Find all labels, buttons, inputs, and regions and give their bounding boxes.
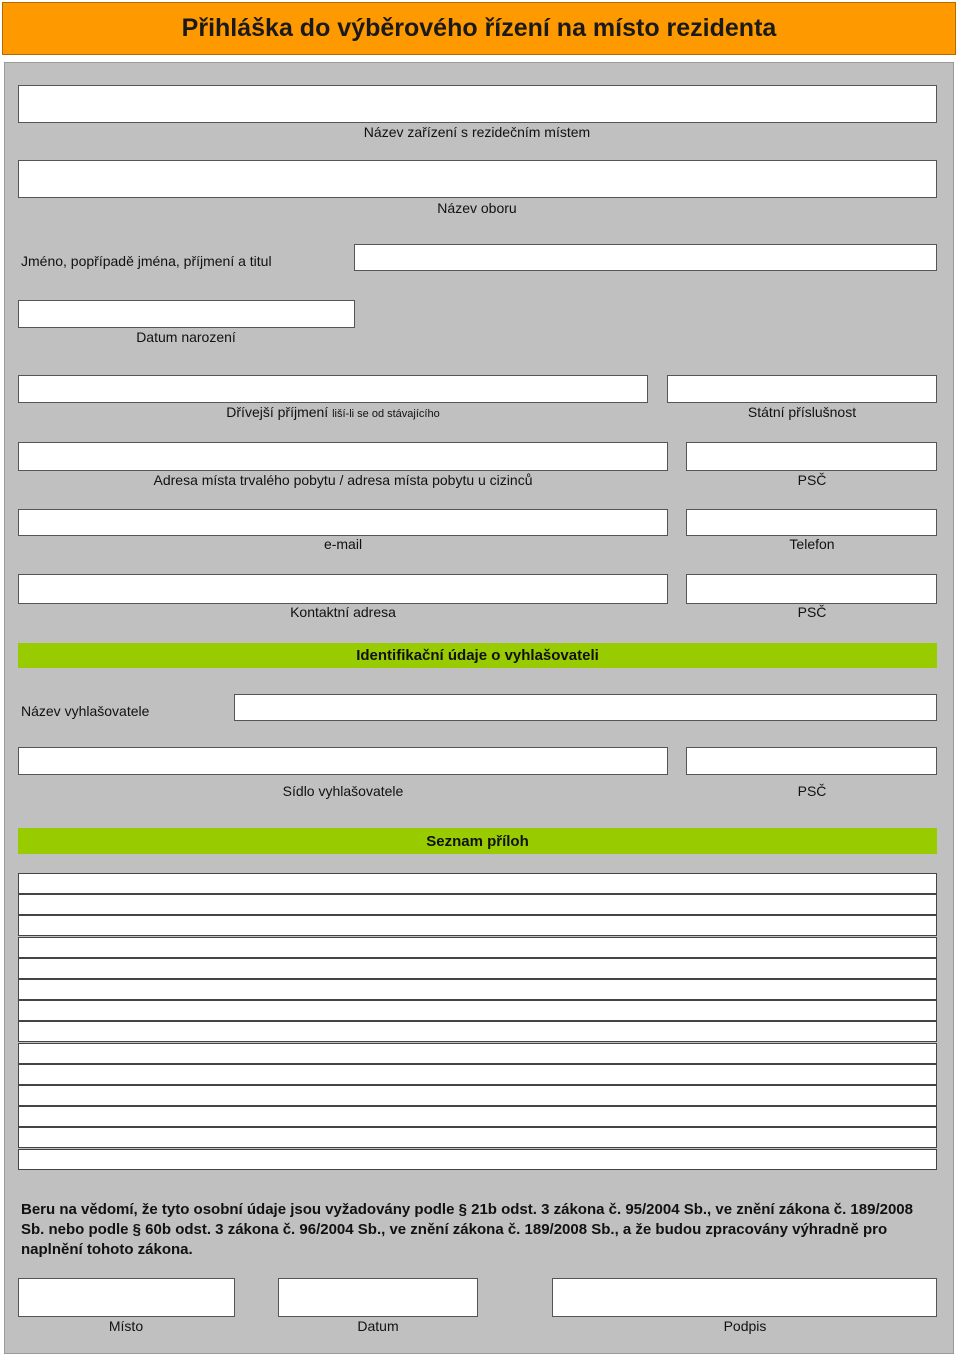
facility-name-label: Název zařízení s rezidečním místem bbox=[363, 124, 591, 140]
attachment-row-input[interactable] bbox=[18, 1021, 937, 1042]
announcer-name-input[interactable] bbox=[234, 694, 937, 721]
attachment-row-input[interactable] bbox=[18, 873, 937, 894]
facility-name-input[interactable] bbox=[18, 85, 937, 123]
full-name-label: Jméno, popřípadě jména, příjmení a titul bbox=[21, 253, 272, 269]
form-title-bar bbox=[2, 2, 956, 55]
date-label: Datum bbox=[357, 1318, 399, 1334]
date-input[interactable] bbox=[278, 1278, 478, 1317]
previous-surname-input[interactable] bbox=[18, 375, 648, 403]
specialty-name-label: Název oboru bbox=[437, 200, 517, 216]
email-input[interactable] bbox=[18, 509, 668, 536]
attachments-list bbox=[18, 873, 937, 1170]
section-header-announcer bbox=[18, 643, 937, 668]
attachment-row-input[interactable] bbox=[18, 894, 937, 915]
citizenship-label: Státní příslušnost bbox=[747, 404, 857, 420]
attachment-row-input[interactable] bbox=[18, 1043, 937, 1064]
previous-surname-note: liší-li se od stávajícího bbox=[332, 408, 440, 420]
signature-label: Podpis bbox=[723, 1318, 767, 1334]
place-label: Místo bbox=[108, 1318, 144, 1334]
birth-date-input[interactable] bbox=[18, 300, 355, 328]
attachment-row-input[interactable] bbox=[18, 1127, 937, 1148]
attachment-row-input[interactable] bbox=[18, 1000, 937, 1021]
announcer-zip-label: PSČ bbox=[797, 783, 827, 799]
full-name-input[interactable] bbox=[354, 244, 937, 271]
section-header-announcer-text: Identifikační údaje o vyhlašovateli bbox=[356, 647, 599, 664]
announcer-name-label: Název vyhlašovatele bbox=[21, 703, 150, 719]
form-title: Přihláška do výběrového řízení na místo rezidenta bbox=[181, 14, 777, 42]
contact-address-label: Kontaktní adresa bbox=[290, 604, 396, 620]
place-input[interactable] bbox=[18, 1278, 235, 1317]
attachment-row-input[interactable] bbox=[18, 1085, 937, 1106]
contact-zip-label: PSČ bbox=[797, 604, 827, 620]
specialty-name-input[interactable] bbox=[18, 160, 937, 198]
contact-zip-input[interactable] bbox=[686, 574, 937, 604]
citizenship-input[interactable] bbox=[667, 375, 937, 403]
attachment-row-input[interactable] bbox=[18, 1064, 937, 1085]
section-header-attachments bbox=[18, 828, 937, 854]
email-label: e-mail bbox=[323, 536, 363, 552]
announcer-zip-input[interactable] bbox=[686, 747, 937, 775]
permanent-zip-label: PSČ bbox=[797, 472, 827, 488]
section-header-attachments-text: Seznam příloh bbox=[426, 832, 529, 850]
consent-text: Beru na vědomí, že tyto osobní údaje jsou vyžadovány podle § 21b odst. 3 zákona č. 95/2004 Sb., ve znění zákona č. 189/2008 Sb. nebo podle § 60b odst. 3 zákona č. 96/2004 Sb., ve znění zákona č. 189/2008 Sb., a že budou zpracovány výhradně pro naplnění tohoto zákona. bbox=[21, 1201, 913, 1258]
previous-surname-label bbox=[226, 404, 439, 420]
attachment-row-input[interactable] bbox=[18, 958, 937, 979]
permanent-address-label: Adresa místa trvalého pobytu / adresa místa pobytu u cizinců bbox=[153, 472, 533, 488]
birth-date-label: Datum narození bbox=[136, 329, 236, 345]
attachment-row-input[interactable] bbox=[18, 915, 937, 936]
previous-surname-label-text: Dřívejší příjmení bbox=[226, 404, 329, 420]
phone-input[interactable] bbox=[686, 509, 937, 536]
phone-label: Telefon bbox=[789, 536, 835, 552]
attachment-row-input[interactable] bbox=[18, 979, 937, 1000]
signature-input[interactable] bbox=[552, 1278, 937, 1317]
attachment-row-input[interactable] bbox=[18, 1106, 937, 1127]
announcer-seat-input[interactable] bbox=[18, 747, 668, 775]
permanent-address-input[interactable] bbox=[18, 442, 668, 471]
permanent-zip-input[interactable] bbox=[686, 442, 937, 471]
contact-address-input[interactable] bbox=[18, 574, 668, 604]
attachment-row-input[interactable] bbox=[18, 937, 937, 958]
announcer-seat-label: Sídlo vyhlašovatele bbox=[282, 783, 404, 799]
attachment-row-input[interactable] bbox=[18, 1149, 937, 1170]
